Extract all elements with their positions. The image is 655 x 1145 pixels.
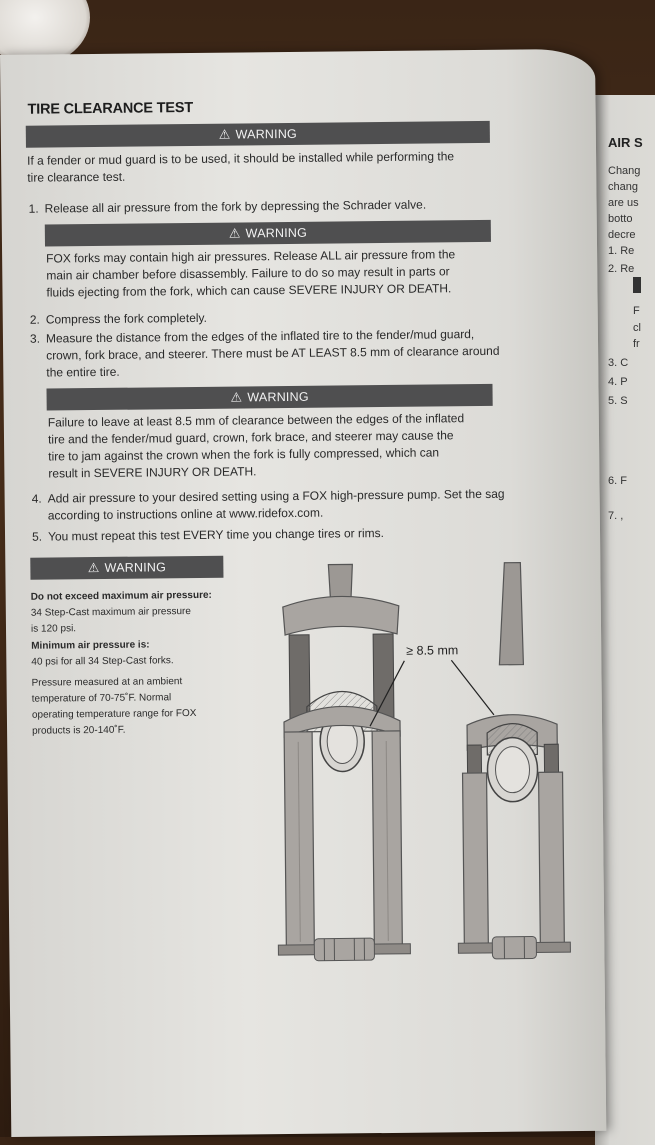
warning-banner — [46, 384, 492, 411]
side-warning-note: operating temperature range for FOX — [32, 706, 217, 724]
warning-text: fluids ejecting from the fork, which can cause SEVERE INJURY OR DEATH. — [46, 280, 451, 301]
side-warning-text: 34 Step-Cast maximum air pressure — [31, 604, 216, 622]
warning-text: tire to jam against the crown when the fork is fully compressed, which can — [48, 444, 439, 465]
page-heading: TIRE CLEARANCE TEST — [27, 100, 193, 118]
warning-text: result in SEVERE INJURY OR DEATH. — [48, 463, 256, 482]
facing-page-line: cl — [633, 322, 641, 334]
warning-banner — [45, 220, 491, 247]
step-text: You must repeat this test EVERY time you change tires or rims. — [48, 526, 384, 544]
side-warning-banner — [30, 556, 223, 580]
step-item — [48, 525, 384, 546]
step-item — [46, 310, 207, 329]
fork-clearance-illustration — [260, 554, 574, 987]
facing-page-line: 3. C — [608, 357, 628, 369]
facing-page-line: are us — [608, 197, 639, 209]
facing-page-line: 2. Re — [608, 263, 634, 275]
side-warning-text: is 120 psi. — [31, 620, 216, 638]
warning-text: FOX forks may contain high air pressures. Release ALL air pressure from the — [46, 246, 455, 267]
step-number: 4. — [32, 491, 42, 508]
facing-page-line: 5. S — [608, 395, 628, 407]
facing-page-line: botto — [608, 213, 632, 225]
warning-text: Failure to leave at least 8.5 mm of clearance between the edges of the inflated — [48, 410, 464, 431]
side-warning-max-title: Do not exceed maximum air pressure: — [31, 588, 216, 606]
step-text: crown, fork brace, and steerer. There must be AT LEAST 8.5 mm of clearance around — [46, 343, 499, 365]
step-text: Release all air pressure from the fork by depressing the Schrader valve. — [45, 198, 427, 216]
manual-page — [0, 49, 606, 1137]
facing-page-line: F — [633, 305, 640, 317]
step-text: according to instructions online at www.ridefox.com. — [48, 505, 324, 525]
step-text: Measure the distance from the edges of the inflated tire to the fender/mud guard, — [46, 327, 474, 345]
warning-triangle-icon: ⚠ — [219, 127, 231, 143]
side-warning-min-title: Minimum air pressure is: — [31, 637, 216, 655]
facing-page-warning-bar — [633, 277, 641, 293]
facing-page-line: 4. P — [608, 376, 628, 388]
step-text: Compress the fork completely. — [46, 311, 207, 327]
step-number: 5. — [32, 529, 42, 546]
warning-text: tire and the fender/mud guard, crown, fork brace, and steerer may cause the — [48, 427, 454, 448]
warning-text: If a fender or mud guard is to be used, it should be installed while performing the — [27, 148, 454, 169]
step-number: 2. — [30, 312, 40, 329]
facing-page-title: AIR S — [608, 135, 643, 150]
step-number: 1. — [29, 201, 39, 218]
facing-page-line: fr — [633, 338, 640, 350]
warning-triangle-icon: ⚠ — [230, 389, 242, 405]
side-warning-text: 40 psi for all 34 Step-Cast forks. — [31, 653, 216, 671]
side-warning-note: temperature of 70-75˚F. Normal — [32, 690, 217, 708]
step-number: 3. — [30, 331, 40, 348]
warning-label: WARNING — [105, 560, 167, 575]
warning-label: WARNING — [236, 127, 298, 142]
facing-page-line: decre — [608, 229, 636, 241]
warning-label: WARNING — [247, 390, 309, 405]
warning-triangle-icon: ⚠ — [229, 225, 241, 241]
step-text: Add air pressure to your desired setting using a FOX high-pressure pump. Set the sag — [48, 487, 505, 506]
facing-page-line: chang — [608, 181, 638, 193]
side-warning-note: Pressure measured at an ambient — [32, 674, 217, 692]
warning-label: WARNING — [246, 226, 308, 241]
warning-triangle-icon: ⚠ — [88, 560, 100, 576]
warning-text: tire clearance test. — [27, 169, 125, 187]
facing-page-line: 7. , — [608, 510, 623, 522]
facing-page-line: 6. F — [608, 475, 627, 487]
fork-side-view — [454, 562, 570, 959]
side-warning-note: products is 20-140˚F. — [32, 722, 217, 740]
fork-front-view — [274, 564, 410, 961]
step-text: the entire tire. — [46, 364, 120, 382]
clearance-dimension-label: ≥ 8.5 mm — [406, 643, 458, 658]
warning-text: main air chamber before disassembly. Failure to do so may result in parts or — [46, 263, 449, 284]
facing-page-line: Chang — [608, 165, 640, 177]
warning-banner — [26, 121, 490, 148]
step-item — [45, 197, 427, 218]
facing-page-line: 1. Re — [608, 245, 634, 257]
leader-line — [451, 660, 494, 715]
